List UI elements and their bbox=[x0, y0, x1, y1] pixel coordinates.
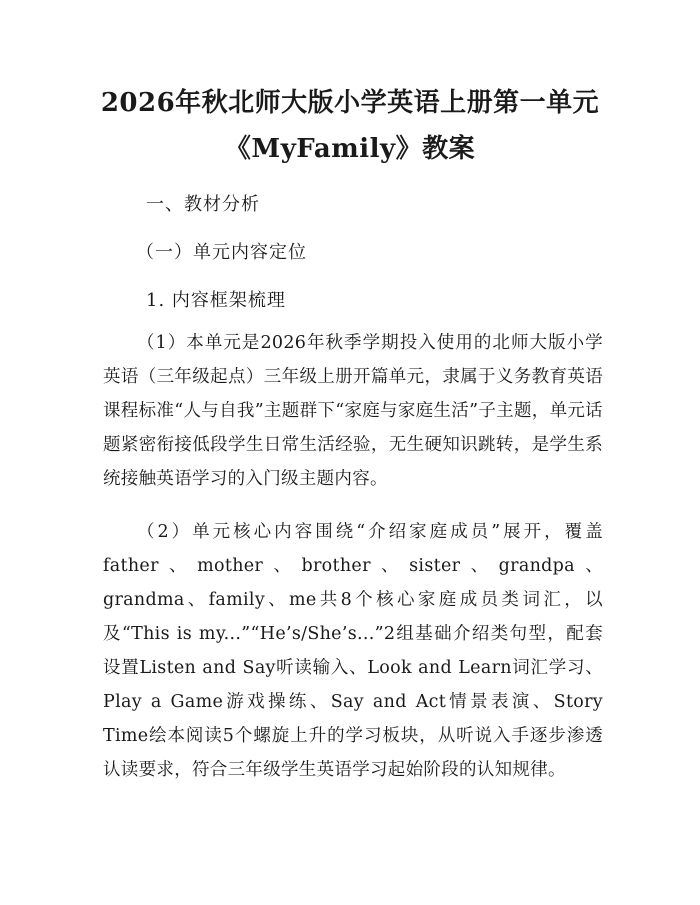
paragraph-unit-overview: （1）本单元是2026年秋季学期投入使用的北师大版小学英语（三年级起点）三年级上册开篇单元，隶属于义务教育英语课程标准“人与自我”主题群下“家庭与家庭生活”子主题，单元话题紧密衔接低段学生日常生活经验，无生硬知识跳转，是学生系统接触英语学习的入门级主题内容。 bbox=[103, 333, 603, 489]
document-title-line-2: 《MyFamily》教案 bbox=[224, 134, 476, 164]
document-title-line-1: 2026年秋北师大版小学英语上册第一单元 bbox=[100, 88, 600, 118]
section-heading-textbook-analysis: 一、教材分析 bbox=[146, 194, 260, 215]
item-heading-content-framework: 1. 内容框架梳理 bbox=[146, 290, 286, 311]
paragraph-core-content: （2）单元核心内容围绕“介绍家庭成员”展开，覆盖father、mother、brother、sister、grandpa、grandma、family、me共8个核心家庭成员类词汇，以及“This is my...”“He’s/She’s...”2组基础介绍类句型，配套设置Listen and Say听读输入、Look and Learn词汇学习、Play a Game游戏操练、Say and Act情景表演、Story Time绘本阅读5个螺旋上升的学习板块，从听说入手逐步渗透认读要求，符合三年级学生英语学习起始阶段的认知规律。 bbox=[103, 522, 603, 780]
subsection-heading-unit-positioning: （一）单元内容定位 bbox=[136, 242, 307, 263]
